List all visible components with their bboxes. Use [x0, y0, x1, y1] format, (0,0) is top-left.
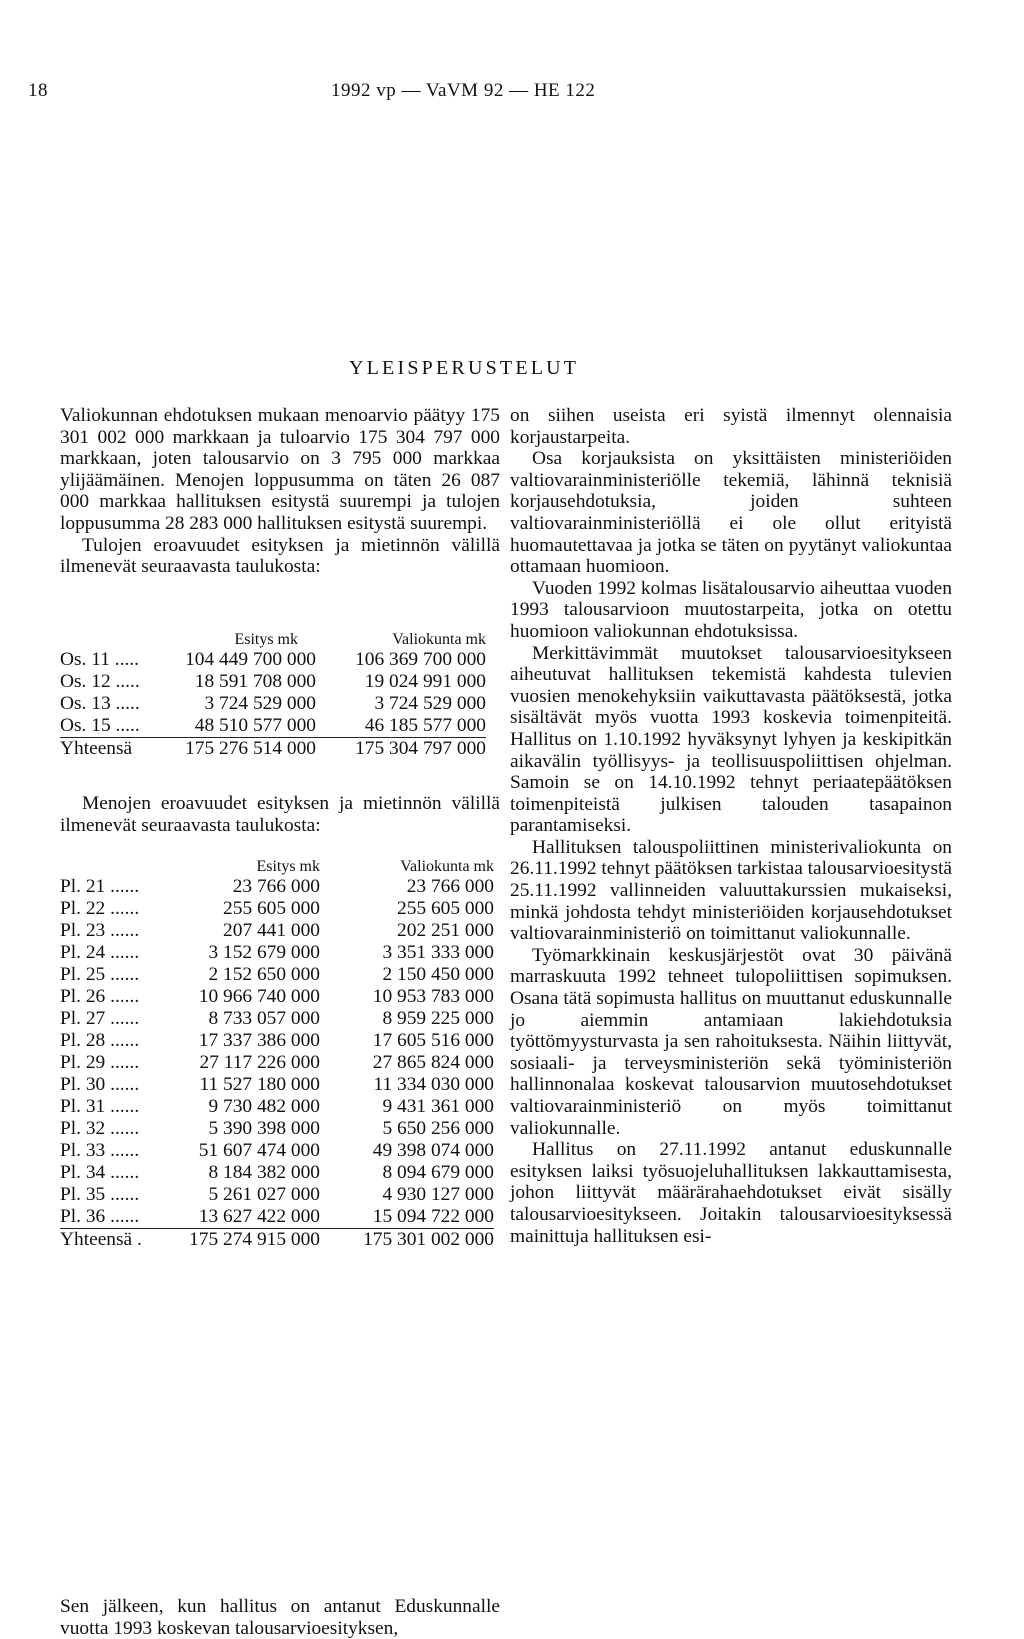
left-column-bottom	[60, 1596, 500, 1639]
running-head: 1992 vp — VaVM 92 — HE 122	[331, 80, 596, 101]
table-row	[60, 876, 494, 898]
valiokunta-value: 15 094 722 000	[320, 1206, 494, 1229]
row-label: Pl. 28 ......	[60, 1030, 140, 1052]
column-header-valiokunta: Valiokunta mk	[392, 631, 486, 649]
valiokunta-value: 255 605 000	[397, 898, 494, 920]
valiokunta-value: 3 351 333 000	[382, 942, 494, 964]
total-esitys: 175 274 915 000	[189, 1229, 320, 1251]
esitys-value: 5 261 027 000	[208, 1184, 320, 1206]
table-total-row	[60, 738, 486, 761]
esitys-value: 13 627 422 000	[160, 1206, 320, 1229]
esitys-value: 17 337 386 000	[198, 1030, 320, 1052]
valiokunta-value: 27 865 824 000	[372, 1052, 494, 1074]
valiokunta-value: 202 251 000	[397, 920, 494, 942]
row-label: Pl. 32 ......	[60, 1118, 140, 1140]
row-label: Pl. 36 ......	[60, 1206, 160, 1229]
row-label: Os. 11 .....	[60, 649, 140, 671]
table-row	[60, 1118, 494, 1140]
row-label: Pl. 29 ......	[60, 1052, 140, 1074]
esitys-value: 18 591 708 000	[194, 671, 316, 693]
table-row	[60, 1008, 494, 1030]
paragraph: Valiokunnan ehdotuksen mukaan menoarvio päätyy 175 301 002 000 markkaan ja tuloarvio 175 304 797 000 markkaan, joten talousarvio on 3 795 000 markkaa ylijäämäinen. Menojen loppusumma on täten 26 087 000 markkaa hallituksen esitystä suurempi ja tulojen loppusumma 28 283 000 hallituksen esitystä suurempi.	[60, 405, 500, 534]
valiokunta-value: 5 650 256 000	[382, 1118, 494, 1140]
row-label: Pl. 30 ......	[60, 1074, 140, 1096]
valiokunta-value: 10 953 783 000	[372, 986, 494, 1008]
table-row	[60, 920, 494, 942]
valiokunta-value: 46 185 577 000	[316, 715, 486, 738]
table-row	[60, 649, 486, 671]
valiokunta-value: 8 094 679 000	[382, 1162, 494, 1184]
esitys-value: 11 527 180 000	[199, 1074, 320, 1096]
table-row	[60, 1074, 494, 1096]
row-label: Pl. 26 ......	[60, 986, 140, 1008]
esitys-value: 48 510 577 000	[146, 715, 316, 738]
total-label: Yhteensä .	[60, 1229, 142, 1251]
page-number: 18	[28, 80, 48, 101]
expense-differences-table	[60, 855, 494, 1251]
esitys-value: 3 152 679 000	[208, 942, 320, 964]
table-row	[60, 715, 486, 738]
paragraph: Sen jälkeen, kun hallitus on antanut Eduskunnalle vuotta 1993 koskevan talousarvioesityksen,	[60, 1596, 500, 1639]
esitys-value: 2 152 650 000	[208, 964, 320, 986]
table-row	[60, 986, 494, 1008]
table-row	[60, 1140, 494, 1162]
esitys-value: 9 730 482 000	[208, 1096, 320, 1118]
valiokunta-value: 19 024 991 000	[364, 671, 486, 693]
esitys-value: 104 449 700 000	[185, 649, 316, 671]
esitys-value: 207 441 000	[223, 920, 320, 942]
valiokunta-value: 49 398 074 000	[372, 1140, 494, 1162]
valiokunta-value: 8 959 225 000	[382, 1008, 494, 1030]
esitys-value: 255 605 000	[223, 898, 320, 920]
row-label: Pl. 23 ......	[60, 920, 140, 942]
table-row	[60, 1162, 494, 1184]
row-label: Pl. 25 ......	[60, 964, 140, 986]
esitys-value: 10 966 740 000	[198, 986, 320, 1008]
valiokunta-value: 106 369 700 000	[355, 649, 486, 671]
paragraph: Menojen eroavuudet esityksen ja mietinnön välillä ilmenevät seuraavasta taulukosta:	[60, 793, 500, 836]
paragraph: Hallitus on 27.11.1992 antanut eduskunnalle esityksen laiksi työsuojeluhallituksen lakkauttamisesta, johon liittyvät määrärahaehdotukset eivät sisälly talousarvioesitykseen. Joitakin talousarvioesityksessä mainittuja hallituksen esi-	[510, 1139, 952, 1247]
paragraph: Osa korjauksista on yksittäisten ministeriöiden valtiovarainministeriölle tekemiä, lähinnä teknisiä korjausehdotuksia, joiden suhteen valtiovarainministeriöllä ei ole ollut erityistä huomautettavaa ja jotka se täten on pyytänyt valiokuntaa ottamaan huomioon.	[510, 448, 952, 578]
esitys-value: 27 117 226 000	[199, 1052, 320, 1074]
valiokunta-value: 2 150 450 000	[382, 964, 494, 986]
row-label: Pl. 35 ......	[60, 1184, 140, 1206]
table-row	[60, 1052, 494, 1074]
row-label: Os. 13 .....	[60, 693, 140, 715]
esitys-value: 3 724 529 000	[204, 693, 316, 715]
table-row	[60, 1030, 494, 1052]
paragraph: Merkittävimmät muutokset talousarvioesitykseen aiheutuvat hallituksen tekemistä kahdesta tulevien vuosien menokehyksiin vaikuttavasta päätöksestä, jotka sisältävät myös vuotta 1993 koskevia toimenpiteitä. Hallitus on 1.10.1992 hyväksynyt lyhyen ja keskipitkän aikavälin työllisyys- ja teollisuuspoliittisen ohjelman. Samoin se on 14.10.1992 tehnyt periaatepäätöksen toimenpiteistä julkisen talouden tasapainon parantamiseksi.	[510, 642, 952, 837]
table-row	[60, 1206, 494, 1229]
esitys-value: 8 733 057 000	[208, 1008, 320, 1030]
table-row	[60, 898, 494, 920]
table-row	[60, 693, 486, 715]
valiokunta-value: 4 930 127 000	[382, 1184, 494, 1206]
row-label: Pl. 33 ......	[60, 1140, 140, 1162]
column-header-valiokunta: Valiokunta mk	[400, 858, 494, 876]
right-column	[510, 405, 952, 1247]
row-label: Os. 15 .....	[60, 715, 146, 738]
column-header-esitys: Esitys mk	[256, 858, 320, 876]
esitys-value: 5 390 398 000	[208, 1118, 320, 1140]
table-header-row	[60, 628, 486, 649]
left-column-top	[60, 405, 500, 578]
row-label: Pl. 27 ......	[60, 1008, 140, 1030]
row-label: Pl. 21 ......	[60, 876, 140, 898]
income-differences-table	[60, 628, 486, 760]
table-row	[60, 942, 494, 964]
total-label: Yhteensä	[60, 738, 133, 760]
total-esitys: 175 276 514 000	[185, 738, 316, 760]
paragraph: Työmarkkinain keskusjärjestöt ovat 30 päivänä marraskuuta 1992 tehneet tulopoliittisen sopimuksen. Osana tätä sopimusta hallitus on muuttanut eduskunnalle jo aiemmin antamiaan lakiehdotuksia työttömyysturvasta ja sen rahoituksesta. Näihin liittyvät, sosiaali- ja terveysministeriön sekä työministeriön hallinnonalaa koskevat talousarvion muutosehdotukset valtiovarainministeriö on myös toimittanut valiokunnalle.	[510, 944, 952, 1139]
column-header-esitys: Esitys mk	[234, 631, 298, 649]
table-row	[60, 1184, 494, 1206]
section-title: YLEISPERUSTELUT	[349, 357, 580, 379]
paragraph: Hallituksen talouspoliittinen ministerivaliokunta on 26.11.1992 tehnyt päätöksen tarkistaa talousarvioesitystä 25.11.1992 vallinneiden valuuttakurssien mukaiseksi, minkä johdosta tehdyt ministeriöiden korjausehdotukset valtiovarainministeriö on toimittanut valiokunnalle.	[510, 836, 952, 945]
left-column-middle	[60, 793, 500, 836]
table-total-row	[60, 1229, 494, 1252]
valiokunta-value: 11 334 030 000	[373, 1074, 494, 1096]
row-label: Os. 12 .....	[60, 671, 140, 693]
valiokunta-value: 3 724 529 000	[374, 693, 486, 715]
valiokunta-value: 17 605 516 000	[372, 1030, 494, 1052]
row-label: Pl. 22 ......	[60, 898, 140, 920]
row-label: Pl. 31 ......	[60, 1096, 140, 1118]
esitys-value: 23 766 000	[232, 876, 320, 898]
table-header-row	[60, 855, 494, 876]
esitys-value: 8 184 382 000	[208, 1162, 320, 1184]
total-valiokunta: 175 304 797 000	[355, 738, 486, 760]
esitys-value: 51 607 474 000	[198, 1140, 320, 1162]
row-label: Pl. 24 ......	[60, 942, 140, 964]
valiokunta-value: 9 431 361 000	[382, 1096, 494, 1118]
table-row	[60, 671, 486, 693]
paragraph: Vuoden 1992 kolmas lisätalousarvio aiheuttaa vuoden 1993 talousarvioon muutostarpeita, jotka on otettu huomioon valiokunnan ehdotuksissa.	[510, 577, 952, 642]
total-valiokunta: 175 301 002 000	[363, 1229, 494, 1251]
valiokunta-value: 23 766 000	[406, 876, 494, 898]
row-label: Pl. 34 ......	[60, 1162, 140, 1184]
table-row	[60, 1096, 494, 1118]
paragraph: Tulojen eroavuudet esityksen ja mietinnön välillä ilmenevät seuraavasta taulukosta:	[60, 534, 500, 578]
table-row	[60, 964, 494, 986]
paragraph: on siihen useista eri syistä ilmennyt olennaisia korjaustarpeita.	[510, 405, 952, 448]
